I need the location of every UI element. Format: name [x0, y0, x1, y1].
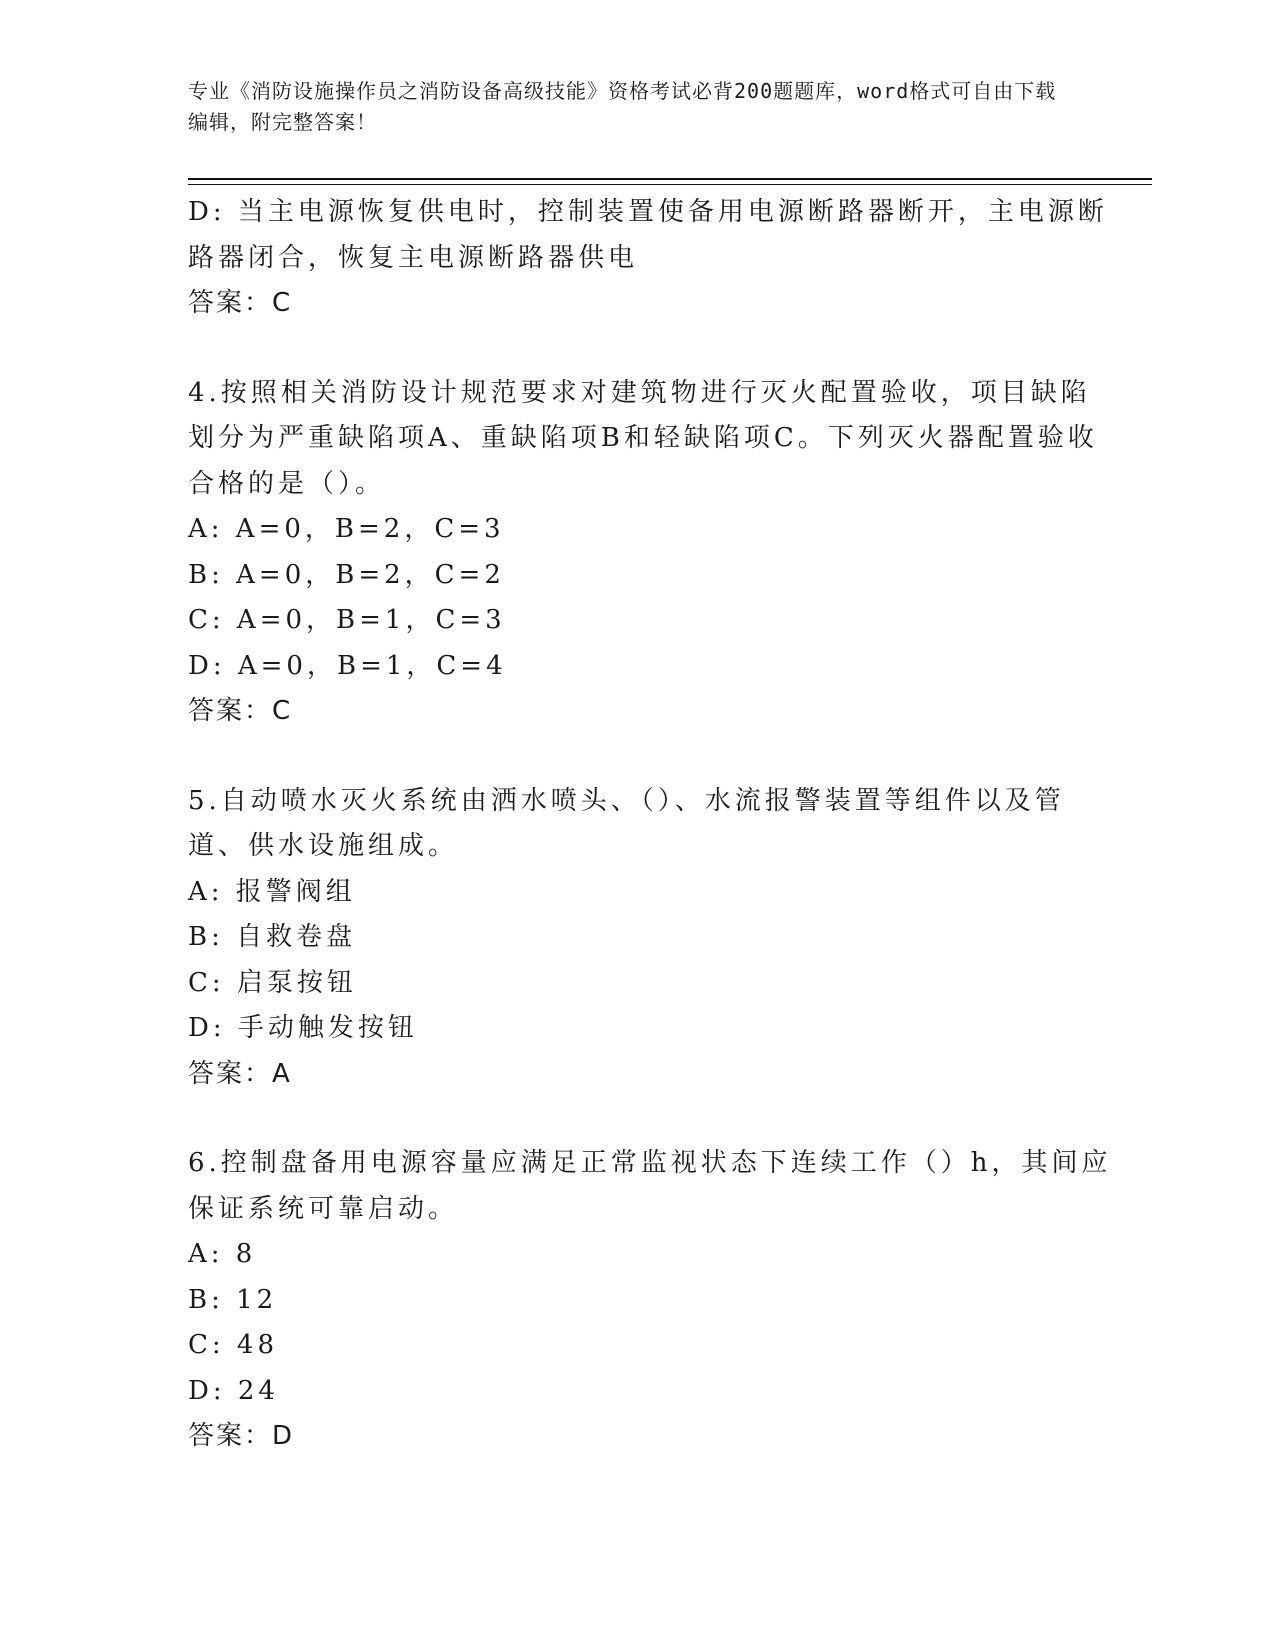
q5-option-a: A: 报警阀组 [188, 876, 356, 907]
document-body [188, 190, 1112, 1460]
q5-answer: 答案：A [188, 1058, 292, 1089]
q4-stem-line-1: 4.按照相关消防设计规范要求对建筑物进行灭火配置验收，项目缺陷 [188, 377, 1091, 408]
question-3-tail [188, 190, 1108, 327]
q6-stem-line-2: 保证系统可靠启动。 [188, 1193, 459, 1224]
q5-stem-line-1: 5.自动喷水灭火系统由洒水喷头、（）、水流报警装置等组件以及管 [188, 785, 1065, 816]
spacer [188, 735, 1088, 779]
question-4 [188, 371, 1098, 735]
q6-option-c: C: 48 [188, 1330, 279, 1360]
spacer [188, 327, 1088, 371]
header-title: 专业《消防设施操作员之消防设备高级技能》资格考试必背200题题库，word格式可自由下载编辑，附完整答案！ [188, 79, 1057, 134]
q4-stem-line-2: 划分为严重缺陷项A、重缺陷项B和轻缺陷项C。下列灭火器配置验收 [188, 423, 1098, 453]
q4-answer: 答案：C [188, 696, 293, 726]
q3-option-d-line-1: D: 当主电源恢复供电时，控制装置使备用电源断路器断开，主电源断 [188, 197, 1108, 227]
q5-option-c: C: 启泵按钮 [188, 967, 357, 998]
q5-option-d: D: 手动触发按钮 [188, 1013, 418, 1043]
q4-option-c: C: A=0，B=1，C=3 [188, 605, 506, 635]
q4-option-a: A: A=0，B=2，C=3 [188, 514, 505, 544]
q3-option-d-line-2: 路器闭合，恢复主电源断路器供电 [188, 242, 639, 273]
q6-stem-line-1: 6.控制盘备用电源容量应满足正常监视状态下连续工作（）h，其间应 [188, 1148, 1112, 1178]
q6-option-d: D: 24 [188, 1375, 279, 1406]
spacer [188, 1097, 1088, 1141]
q4-option-b: B: A=0，B=2，C=2 [188, 559, 505, 590]
header-rule-thin [188, 184, 1152, 185]
q6-option-b: B: 12 [188, 1284, 278, 1315]
q6-option-a: A: 8 [188, 1239, 257, 1269]
question-6 [188, 1141, 1112, 1460]
document-header [188, 76, 1068, 138]
q3-answer: 答案：C [188, 288, 293, 318]
q6-answer: 答案：D [188, 1421, 295, 1451]
question-5 [188, 779, 1088, 1098]
header-rule-thick [188, 178, 1152, 180]
q5-option-b: B: 自救卷盘 [188, 922, 357, 952]
q4-option-d: D: A=0，B=1，C=4 [188, 650, 507, 681]
q5-stem-line-2: 道、供水设施组成。 [188, 831, 459, 861]
q4-stem-line-3: 合格的是（）。 [188, 468, 386, 499]
